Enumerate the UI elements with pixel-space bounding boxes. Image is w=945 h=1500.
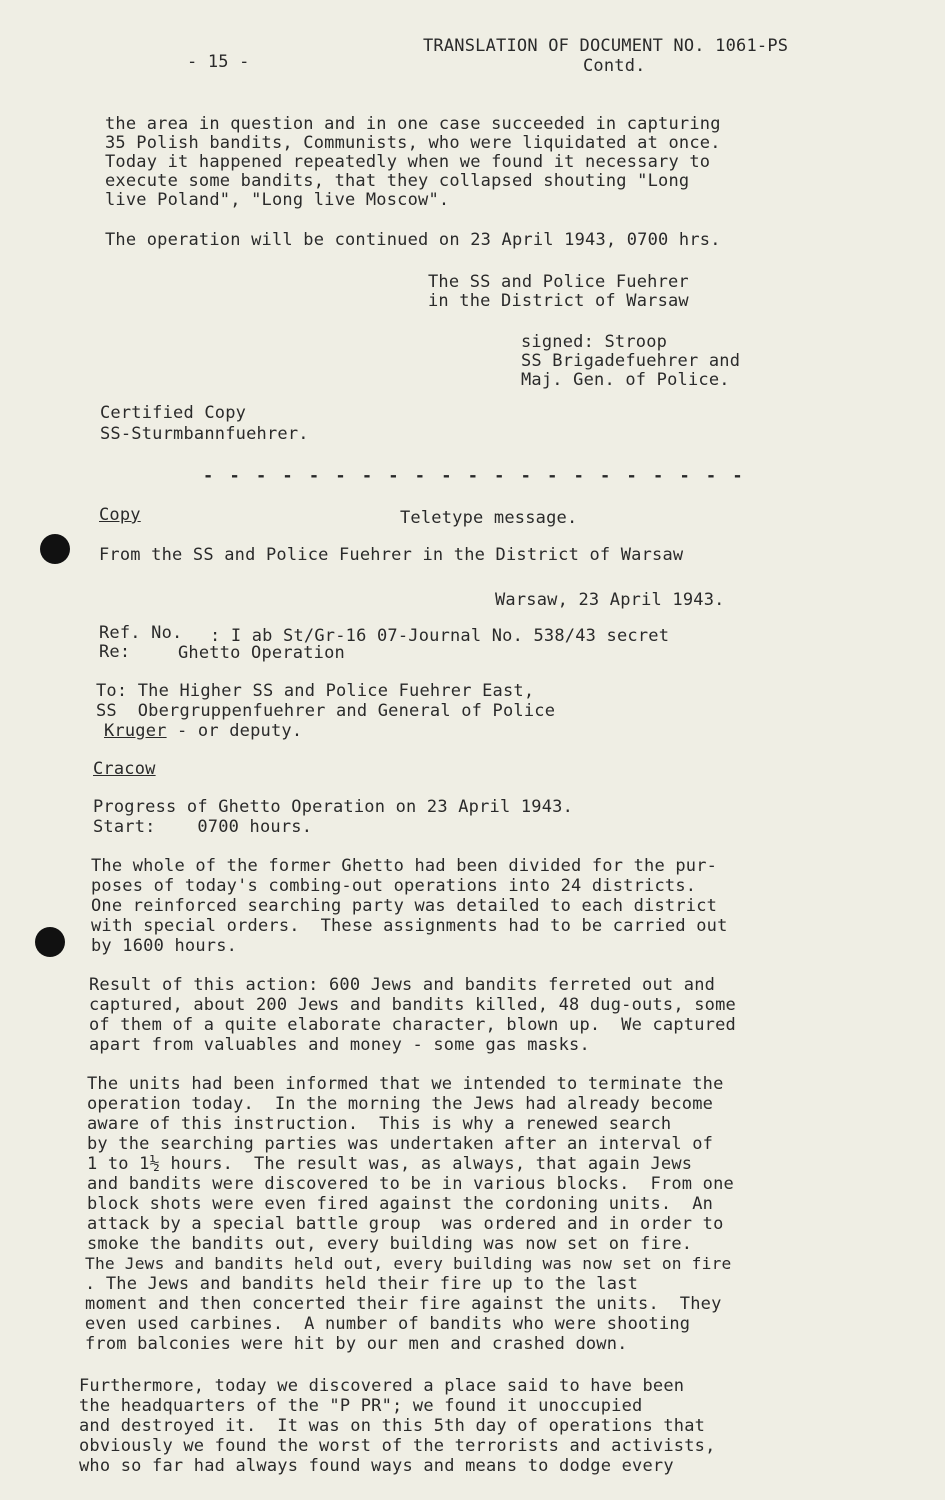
contd-label: Contd. xyxy=(583,56,646,76)
addressee-name: Kruger xyxy=(104,721,167,741)
text-line: and bandits were discovered to be in various blocks. From one xyxy=(87,1174,734,1194)
text-line: the area in question and in one case succeeded in capturing xyxy=(105,114,721,134)
text-line: from balconies were hit by our men and crashed down. xyxy=(85,1334,628,1354)
text-line: the headquarters of the "P PR"; we found it unoccupied xyxy=(79,1396,643,1416)
city-label: Cracow xyxy=(93,759,156,779)
certified-line: SS-Sturmbannfuehrer. xyxy=(100,424,309,444)
text-line: captured, about 200 Jews and bandits killed, 48 dug-outs, some xyxy=(89,995,736,1015)
text-line: Result of this action: 600 Jews and bandits ferreted out and xyxy=(89,975,716,995)
text-line: 1 to 1½ hours. The result was, as always, that again Jews xyxy=(87,1154,693,1174)
date-line: Warsaw, 23 April 1943. xyxy=(495,590,725,610)
text-line: aware of this instruction. This is why a renewed search xyxy=(87,1114,672,1134)
text-line: apart from valuables and money - some gas masks. xyxy=(89,1035,590,1055)
text-line: and destroyed it. It was on this 5th day of operations that xyxy=(79,1416,706,1436)
sender-line: in the District of Warsaw xyxy=(428,291,689,311)
text-line: Furthermore, today we discovered a place said to have been xyxy=(79,1376,685,1396)
to-line: To: The Higher SS and Police Fuehrer East, xyxy=(96,681,535,701)
addressee-suffix: - or deputy. xyxy=(166,721,303,741)
teletype-title: Teletype message. xyxy=(400,508,578,528)
text-line: live Poland", "Long live Moscow". xyxy=(105,190,450,210)
punch-hole-bottom xyxy=(35,927,65,957)
progress-line: Start: 0700 hours. xyxy=(93,817,313,837)
document-title: TRANSLATION OF DOCUMENT NO. 1061-PS xyxy=(423,36,789,56)
text-line: by the searching parties was undertaken after an interval of xyxy=(87,1134,714,1154)
sender-line: The SS and Police Fuehrer xyxy=(428,272,689,292)
text-line: . The Jews and bandits held their fire up to the last xyxy=(85,1274,639,1294)
ref-value: : I ab St/Gr-16 07-Journal No. 538/43 secret xyxy=(210,626,670,646)
text-line: smoke the bandits out, every building was now set on fire. xyxy=(87,1234,693,1254)
text-line: The Jews and bandits held out, every building was now set on fire xyxy=(85,1254,732,1273)
signature-line: Maj. Gen. of Police. xyxy=(521,370,730,390)
punch-hole-top xyxy=(40,534,70,564)
text-line: block shots were even fired against the cordoning units. An xyxy=(87,1194,714,1214)
text-line: with special orders. These assignments had to be carried out xyxy=(91,916,728,936)
separator-dashes: - - - - - - - - - - - - - - - - - - - - - xyxy=(203,466,746,486)
to-name-line xyxy=(104,721,302,741)
re-value: Ghetto Operation xyxy=(178,643,345,663)
text-line: operation today. In the morning the Jews had already become xyxy=(87,1094,714,1114)
text-line: execute some bandits, that they collapsed shouting "Long xyxy=(105,171,690,191)
text-line: attack by a special battle group was ordered and in order to xyxy=(87,1214,724,1234)
text-line: Today it happened repeatedly when we found it necessary to xyxy=(105,152,711,172)
re-label: Re: xyxy=(99,642,131,662)
copy-label: Copy xyxy=(99,505,141,525)
text-line: The units had been informed that we intended to terminate the xyxy=(87,1074,724,1094)
text-line: even used carbines. A number of bandits who were shooting xyxy=(85,1314,691,1334)
text-line: The whole of the former Ghetto had been divided for the pur- xyxy=(91,856,718,876)
ref-label: Ref. No. xyxy=(99,623,183,643)
text-line: of them of a quite elaborate character, blown up. We captured xyxy=(89,1015,736,1035)
continuation-line: The operation will be continued on 23 April 1943, 0700 hrs. xyxy=(105,230,721,250)
text-line: moment and then concerted their fire against the units. They xyxy=(85,1294,722,1314)
text-line: One reinforced searching party was detailed to each district xyxy=(91,896,718,916)
certified-line: Certified Copy xyxy=(100,403,247,423)
progress-line: Progress of Ghetto Operation on 23 April 1943. xyxy=(93,797,574,817)
text-line: by 1600 hours. xyxy=(91,936,238,956)
text-line: obviously we found the worst of the terrorists and activists, xyxy=(79,1436,716,1456)
to-line: SS Obergruppenfuehrer and General of Police xyxy=(96,701,556,721)
text-line: 35 Polish bandits, Communists, who were liquidated at once. xyxy=(105,133,721,153)
signature-line: SS Brigadefuehrer and xyxy=(521,351,741,371)
text-line: poses of today's combing-out operations into 24 districts. xyxy=(91,876,697,896)
page-number: - 15 - xyxy=(187,52,250,72)
from-line: From the SS and Police Fuehrer in the District of Warsaw xyxy=(99,545,684,565)
signature-line: signed: Stroop xyxy=(521,332,668,352)
text-line: who so far had always found ways and means to dodge every xyxy=(79,1456,674,1476)
